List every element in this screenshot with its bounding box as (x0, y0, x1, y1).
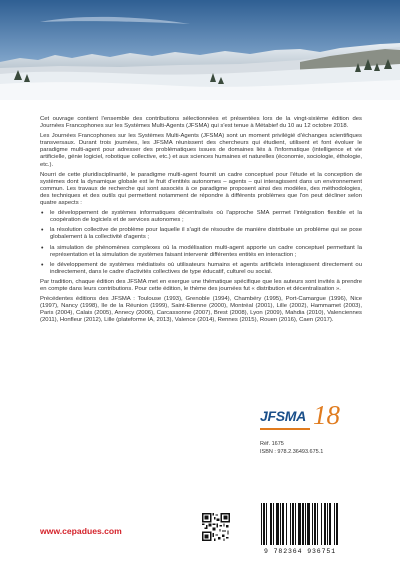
paradigm-paragraph: Nourri de cette pluridisciplinarité, le paradigme multi-agent fournit un cadre conceptuel pour l'étude et la conception de systèmes dont la dynamique globale est le fruit d'entités autonomes – agents – qui interagissent dans un environnement commun. Les travaux de recherche qui sont associés à ce paradigme proposent ainsi des modèles, des méthodologies, des techniques et des outils qui permettent notamment de répondre à différents problèmes que l'on peut décliner selon quatre aspects : (40, 171, 362, 207)
isbn: ISBN : 978.2.36493.675.1 (260, 449, 324, 455)
book-references (260, 440, 380, 456)
brand-name: JFSMA (260, 408, 306, 424)
intro-paragraph: Cet ouvrage contient l'ensemble des contributions sélectionnées et présentées lors de la vingt-sixième édition des Journées Francophones sur les Systèmes Multi-Agents (JFSMA) qui s'est tenue à Métabief du 10 au 12 octobre 2018. (40, 116, 362, 130)
aspect-item: • la simulation de phénomènes complexes où la modélisation multi-agent apporte un cadre conceptuel permettant la représentation et la simulation de systèmes faisant intervenir différentes entités en interaction ; (40, 245, 362, 259)
aspects-list (40, 210, 362, 276)
jfsma-logo (260, 400, 360, 434)
aspect-item: • la résolution collective de problème pour laquelle il s'agit de résoudre de manière distribuée un problème qui se pose globalement à la collectivité d'agents ; (40, 227, 362, 241)
publisher-website-link[interactable]: www.cepadues.com (40, 526, 122, 536)
brand-edition-number: 18 (313, 400, 340, 430)
brand-underline (260, 428, 310, 430)
previous-editions-paragraph: Précédentes éditions des JFSMA : Toulouse (1993), Grenoble (1994), Chambéry (1995), Port-Camargue (1996), Nice (1997), Nancy (1998), Ile de la Réunion (1999), Saint-Etienne (2000), Montréal (2001), Lille (2002), Hammamet (2003), Paris (2004), Calais (2005), Annecy (2006), Carcassonne (2007), Brest (2008), Lyon (2009), Mahdia (2010), Valenciennes (2011), Honfleur (2012), Lille (plateforme IA, 2013), Valence (2014), Rennes (2015), Rouen (2016), Caen (2017). (40, 296, 362, 324)
aspect-item: • le développement de systèmes informatiques décentralisés où l'approche SMA permet l'intégration flexible et la coopération de logiciels et de services autonomes ; (40, 210, 362, 224)
reference-number: Réf. 1675 (260, 441, 284, 447)
barcode-number: 9 782364 936751 (264, 548, 337, 555)
description-paragraph: Les Journées Francophones sur les Systèmes Multi-Agents (JFSMA) sont un moment privilégié d'échanges scientifiques transversaux. Durant trois journées, les JFSMA réunissent des chercheurs qui étudient, utilisent et font évoluer le paradigme multi-agent pour adresser des problématiques issues de domaines liés à l'informatique (intelligence et vie artificielle, génie logiciel, robotique collective, etc.) et aux sciences humaines et naturelles (économie, sociologie, éthologie, etc.). (40, 133, 362, 168)
cover-landscape-photo (0, 0, 400, 110)
back-cover-text (40, 116, 362, 327)
theme-paragraph: Par tradition, chaque édition des JFSMA met en exergue une thématique spécifique que les auteurs sont invités à prendre en compte dans leurs contributions. Pour cette édition, le thème des journées fut « distribution et décentralisation ». (40, 278, 362, 292)
barcode-icon (259, 503, 363, 545)
qr-code-icon (202, 513, 230, 541)
aspect-item: • le développement de systèmes médiatisés où utilisateurs humains et agents artificiels interagissent directement ou indirectement, dans le cadre d'activités collectives de type éducatif, culturel ou social. (40, 262, 362, 276)
